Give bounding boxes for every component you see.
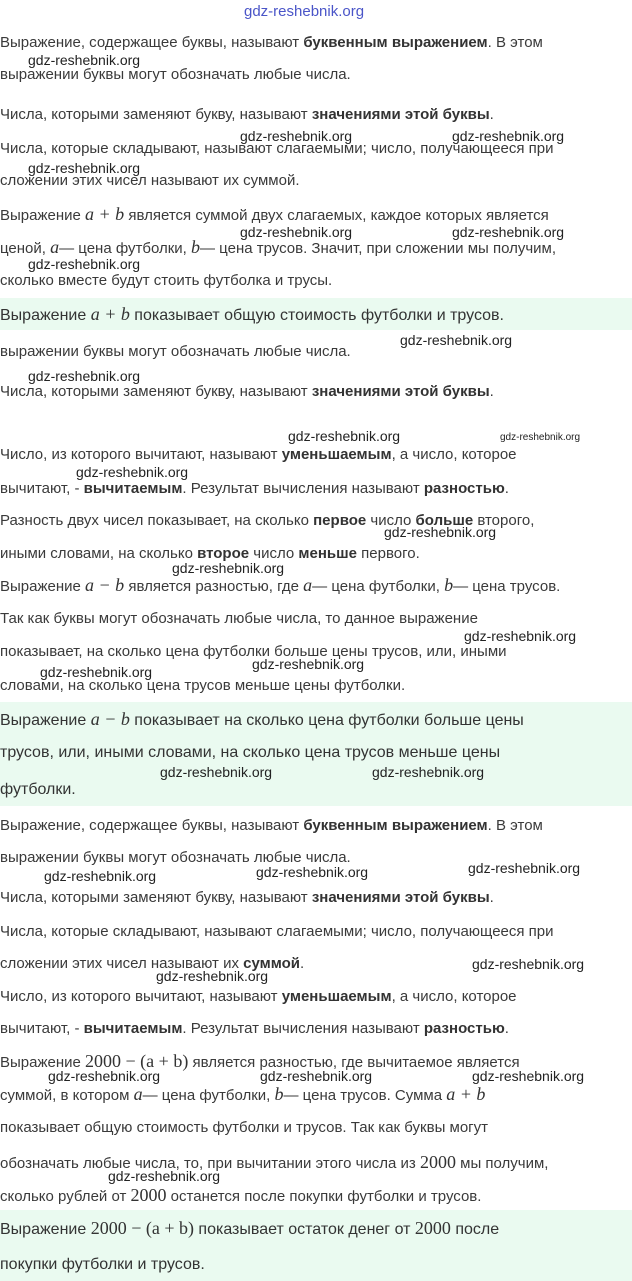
highlight-text — [0, 781, 76, 799]
term-bold: значениями этой буквы — [311, 889, 490, 906]
term-bold: буквенным выражением — [303, 817, 488, 834]
text: . — [489, 383, 494, 400]
watermark-text: gdz-reshebnik.org — [468, 860, 581, 876]
math-variable: a — [133, 1084, 143, 1104]
text: Так как буквы могут обозначать любые числа, то данное выражение — [0, 610, 478, 627]
text: вычитают, - — [0, 480, 84, 497]
highlight-text — [0, 710, 524, 730]
text: выражении буквы могут обозначать любые числа. — [0, 66, 351, 83]
math-variable: b — [274, 1084, 284, 1104]
text-line — [0, 1153, 548, 1173]
text-line — [0, 923, 554, 941]
text: , а число, которое — [391, 988, 517, 1005]
term-bold: уменьшаемым — [281, 446, 392, 463]
math-variable: a — [50, 237, 60, 257]
text: показывает общую стоимость футболки и трусов. — [129, 307, 504, 324]
watermark-text: gdz-reshebnik.org — [76, 464, 189, 480]
text: , а число, которое — [391, 446, 517, 463]
text: сложении этих чисел называют их — [0, 955, 244, 972]
text: Число, из которого вычитают, называют — [0, 446, 282, 463]
text: сложении этих чисел называют их суммой. — [0, 172, 300, 189]
term-bold: суммой — [243, 955, 301, 972]
text: покупки футболки и трусов. — [0, 1256, 205, 1273]
text: — цена трусов. Значит, при сложении мы получим, — [200, 240, 557, 257]
text-line — [0, 988, 517, 1006]
text: число — [249, 545, 299, 562]
text: . В этом — [487, 817, 543, 834]
text: обозначать любые числа, то, при вычитании этого числа из — [0, 1155, 420, 1172]
text: Выражение — [0, 578, 86, 595]
math-variable: b — [191, 237, 201, 257]
text: . — [489, 889, 494, 906]
text-line — [0, 1119, 488, 1137]
text: Выражение — [0, 712, 91, 729]
watermark-text: gdz-reshebnik.org — [464, 628, 577, 644]
math-expression: a − b — [85, 575, 125, 595]
watermark-text: gdz-reshebnik.org — [28, 52, 141, 68]
watermark-text: gdz-reshebnik.org — [400, 332, 513, 348]
watermark-text: gdz-reshebnik.org — [240, 128, 353, 144]
term-bold: больше — [415, 512, 474, 529]
watermark-text: gdz-reshebnik.org — [372, 764, 485, 780]
text: иными словами, на сколько — [0, 545, 198, 562]
watermark-text: gdz-reshebnik.org — [452, 128, 565, 144]
text: сколько вместе будут стоить футболка и трусы. — [0, 272, 333, 289]
watermark-text: gdz-reshebnik.org — [256, 864, 369, 880]
text: . В этом — [487, 34, 543, 51]
text: показывает общую стоимость футболки и трусов. Так как буквы могут — [0, 1119, 489, 1136]
text: словами, на сколько цена трусов меньше цены футболки. — [0, 677, 406, 694]
text-line — [0, 1186, 481, 1206]
watermark-text: gdz-reshebnik.org — [384, 524, 497, 540]
math-variable: b — [444, 575, 454, 595]
text: . Результат вычисления называют — [182, 1020, 424, 1037]
text: останется после покупки футболки и трусов. — [166, 1188, 482, 1205]
text: Выражение, содержащее буквы, называют — [0, 34, 304, 51]
term-bold: уменьшаемым — [281, 988, 392, 1005]
text: Выражение — [0, 1221, 91, 1238]
math-expression: a + b — [85, 204, 125, 224]
text: — цена футболки, — [142, 1087, 275, 1104]
watermark-text: gdz-reshebnik.org — [244, 3, 365, 20]
text: ценой, — [0, 240, 51, 257]
text: выражении буквы могут обозначать любые числа. — [0, 849, 351, 866]
watermark-text: gdz-reshebnik.org — [108, 1168, 221, 1184]
text: мы получим, — [455, 1155, 549, 1172]
text: Выражение — [0, 307, 91, 324]
text-line — [0, 238, 556, 258]
highlight-text — [0, 744, 500, 762]
term-bold: буквенным выражением — [303, 34, 488, 51]
text: Число, из которого вычитают, называют — [0, 988, 282, 1005]
text-line — [0, 480, 509, 498]
text-line — [0, 889, 494, 907]
text: является разностью, где — [124, 578, 304, 595]
watermark-text: gdz-reshebnik.org — [260, 1068, 373, 1084]
text: первого. — [356, 545, 420, 562]
text-line — [0, 66, 351, 84]
text: Числа, которыми заменяют букву, называют — [0, 889, 312, 906]
highlight-text — [0, 1256, 205, 1274]
text: . Результат вычисления называют — [182, 480, 424, 497]
text: Числа, которые складывают, называют слагаемыми; число, получающееся при — [0, 923, 554, 940]
text: является суммой двух слагаемых, каждое которых является — [124, 207, 549, 224]
text: футболки. — [0, 781, 76, 798]
watermark-text: gdz-reshebnik.org — [472, 956, 585, 972]
watermark-text: gdz-reshebnik.org — [40, 664, 153, 680]
term-bold: второе — [197, 545, 250, 562]
text: . — [489, 106, 494, 123]
text: Числа, которыми заменяют букву, называют — [0, 383, 312, 400]
text: число — [366, 512, 416, 529]
watermark-text: gdz-reshebnik.org — [48, 1068, 161, 1084]
watermark-text: gdz-reshebnik.org — [452, 224, 565, 240]
text: показывает остаток денег от — [193, 1221, 415, 1238]
term-bold: значениями этой буквы — [311, 383, 490, 400]
math-number: 2000 — [130, 1185, 167, 1205]
term-bold: вычитаемым — [83, 1020, 183, 1037]
watermark-text: gdz-reshebnik.org — [44, 868, 157, 884]
text-line — [0, 576, 560, 596]
text: Числа, которыми заменяют букву, называют — [0, 106, 312, 123]
text-line — [0, 34, 543, 52]
text-line — [0, 343, 351, 361]
text: Числа, которые складывают, называют слагаемыми; число, получающееся при — [0, 140, 554, 157]
text: Разность двух чисел показывает, на сколько — [0, 512, 314, 529]
text: показывает, на сколько цена футболки больше цены трусов, или, иными — [0, 643, 507, 660]
text: показывает на сколько цена футболки больше цены — [129, 712, 524, 729]
text-line — [0, 1020, 509, 1038]
watermark-text: gdz-reshebnik.org — [172, 560, 285, 576]
text: . — [504, 480, 509, 497]
text: суммой, в котором — [0, 1087, 134, 1104]
math-expression: a + b — [90, 304, 130, 324]
watermark-text: gdz-reshebnik.org — [28, 160, 141, 176]
math-expression: a + b — [446, 1084, 486, 1104]
text: трусов, или, иными словами, на сколько цена трусов меньше цены — [0, 744, 501, 761]
text: является разностью, где вычитаемое является — [188, 1054, 520, 1071]
text-line — [0, 610, 478, 628]
text: выражении буквы могут обозначать любые числа. — [0, 343, 351, 360]
math-expression: 2000 − (a + b) — [90, 1218, 194, 1238]
math-variable: a — [303, 575, 313, 595]
text: второго, — [473, 512, 535, 529]
highlight-text — [0, 305, 504, 325]
watermark-text: gdz-reshebnik.org — [28, 368, 141, 384]
text: вычитают, - — [0, 1020, 84, 1037]
watermark-text: gdz-reshebnik.org — [472, 1068, 585, 1084]
text: — цена футболки, — [59, 240, 192, 257]
term-bold: разностью — [423, 1020, 505, 1037]
watermark-text: gdz-reshebnik.org — [156, 968, 269, 984]
text-line — [0, 205, 549, 225]
math-number: 2000 — [419, 1152, 456, 1172]
math-number: 2000 — [414, 1218, 451, 1238]
text: Выражение, содержащее буквы, называют — [0, 817, 304, 834]
math-expression: 2000 − (a + b) — [85, 1051, 189, 1071]
text: . — [300, 955, 305, 972]
term-bold: значениями этой буквы — [311, 106, 490, 123]
watermark-text: gdz-reshebnik.org — [252, 656, 365, 672]
text-line — [0, 817, 543, 835]
text-line — [0, 1085, 485, 1105]
text: Выражение — [0, 207, 86, 224]
watermark-text: gdz-reshebnik.org — [240, 224, 353, 240]
text: после — [450, 1221, 500, 1238]
math-expression: a − b — [90, 709, 130, 729]
watermark-text: gdz-reshebnik.org — [28, 256, 141, 272]
text-line — [0, 446, 517, 464]
text: — цена трусов. Сумма — [283, 1087, 447, 1104]
text: . — [504, 1020, 509, 1037]
text-line — [0, 272, 332, 290]
watermark-text: gdz-reshebnik.org — [500, 432, 581, 443]
text: — цена трусов. — [453, 578, 561, 595]
highlight-text — [0, 1219, 499, 1239]
term-bold: вычитаемым — [83, 480, 183, 497]
term-bold: первое — [313, 512, 367, 529]
term-bold: меньше — [298, 545, 357, 562]
term-bold: разностью — [423, 480, 505, 497]
text-line — [0, 106, 494, 124]
text: — цена футболки, — [312, 578, 445, 595]
text: сколько рублей от — [0, 1188, 131, 1205]
text-line — [0, 383, 494, 401]
watermark-text: gdz-reshebnik.org — [160, 764, 273, 780]
text: Выражение — [0, 1054, 86, 1071]
watermark-text: gdz-reshebnik.org — [288, 428, 401, 444]
